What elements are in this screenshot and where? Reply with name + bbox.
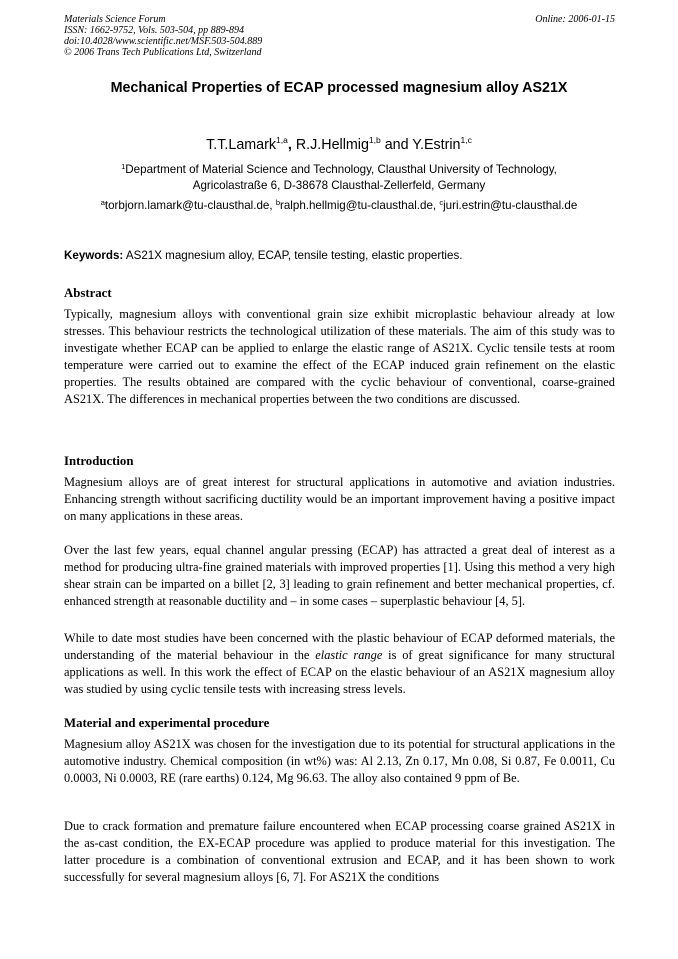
keywords-text: AS21X magnesium alloy, ECAP, tensile testing, elastic properties.	[123, 249, 463, 262]
author-affiliation-marker: 1,c	[460, 135, 472, 145]
introduction-paragraph-3	[64, 630, 615, 698]
email-separator: ,	[432, 199, 440, 212]
journal-name: Materials Science Forum	[64, 14, 166, 25]
material-paragraph-2: Due to crack formation and premature failure encountered when ECAP processing coarse grained AS21X in the as-cast condition, the EX-ECAP procedure was applied to produce material for this investigation. The latter procedure is a combination of conventional extrusion and ECAP, and it has been shown to work successfully for several magnesium alloys [6, 7]. For AS21X the conditions	[64, 819, 615, 885]
email-link[interactable]: torbjorn.lamark@tu-clausthal.de	[104, 199, 270, 212]
issn-line: ISSN: 1662-9752, Vols. 503-504, pp 889-894	[64, 25, 244, 36]
email-link[interactable]: juri.estrin@tu-clausthal.de	[443, 199, 578, 212]
doi-line: doi:10.4028/www.scientific.net/MSF.503-504.889	[64, 36, 263, 47]
affiliation-marker: 1	[121, 162, 126, 171]
author-separator: ,	[287, 137, 296, 153]
introduction-paragraph-2: Over the last few years, equal channel angular pressing (ECAP) has attracted a great deal of interest as a method for producing ultra-fine grained materials with improved properties [1]. Using this method a very high shear strain can be imparted on a billet [2, 3] leading to grain refinement and better mechanical properties, cf. enhanced strength at reasonable ductility and – in some cases – superplastic behaviour [4, 5].	[64, 543, 615, 609]
paragraph-text: is of great significance for many structural applications as well. In this work the effect of ECAP on the elastic behaviour of an AS21X magnesium alloy was studied by using cyclic tensile tests with increasing stress levels.	[64, 648, 615, 697]
author-separator: and	[380, 137, 413, 153]
author-name: Y.Estrin	[412, 137, 461, 153]
abstract-text: Typically, magnesium alloys with conventional grain size exhibit microplastic behaviour already at low stresses. This behaviour restricts the technological utilization of these materials. The aim of this study was to investigate whether ECAP can be applied to enlarge the elastic range of AS21X. Cyclic tensile tests at room temperature were carried out to examine the effect of the ECAP induced grain refinement on the elastic properties. The results obtained are compared with the cyclic behaviour of conventional, coarse-grained AS21X. The differences in mechanical properties between the two conditions are discussed.	[64, 307, 615, 407]
affiliation	[40, 162, 638, 194]
author-affiliation-marker: 1,b	[368, 135, 381, 145]
author-name: R.J.Hellmig	[295, 137, 369, 153]
author-name: T.T.Lamark	[206, 137, 277, 153]
email-list	[40, 199, 638, 212]
copyright-line: © 2006 Trans Tech Publications Ltd, Switzerland	[64, 47, 262, 58]
email-marker: c	[439, 198, 444, 207]
material-paragraph-1: Magnesium alloy AS21X was chosen for the investigation due to its potential for structural applications in the automotive industry. Chemical composition (in wt%) was: Al 2.13, Zn 0.17, Mn 0.08, Si 0.87, Fe 0.0011, Cu 0.0003, Ni 0.0003, RE (rare earths) 0.124, Mg 96.63. The alloy also contained 9 ppm of Be.	[64, 737, 615, 786]
email-link[interactable]: ralph.hellmig@tu-clausthal.de	[279, 199, 433, 212]
keywords	[64, 249, 615, 262]
email-marker: b	[275, 198, 280, 207]
author-list	[40, 137, 638, 153]
affiliation-line-2: Agricolastraße 6, D-38678 Clausthal-Zellerfeld, Germany	[192, 179, 486, 192]
paper-title: Mechanical Properties of ECAP processed magnesium alloy AS21X	[110, 80, 568, 96]
abstract-heading: Abstract	[64, 286, 112, 300]
paragraph-text: While to date most studies have been concerned with the plastic behaviour of ECAP deformed materials, the understanding of the material behaviour in the	[64, 631, 615, 663]
affiliation-line-1	[40, 162, 638, 178]
publication-header	[64, 14, 615, 58]
material-heading: Material and experimental procedure	[64, 716, 270, 730]
affiliation-text: Department of Material Science and Technology, Clausthal University of Technology,	[125, 163, 557, 176]
email-marker: a	[100, 198, 105, 207]
author-affiliation-marker: 1,a	[276, 135, 288, 145]
introduction-heading: Introduction	[64, 454, 134, 468]
emphasis-text: elastic range	[315, 648, 383, 663]
online-date: Online: 2006-01-15	[535, 14, 615, 25]
keywords-label: Keywords:	[64, 249, 124, 262]
email-separator: ,	[269, 199, 276, 212]
introduction-paragraph-1: Magnesium alloys are of great interest for structural applications in automotive and aviation industries. Enhancing strength without sacrificing ductility would be an important improvement having a positive impact on many applications in these areas.	[64, 475, 615, 524]
